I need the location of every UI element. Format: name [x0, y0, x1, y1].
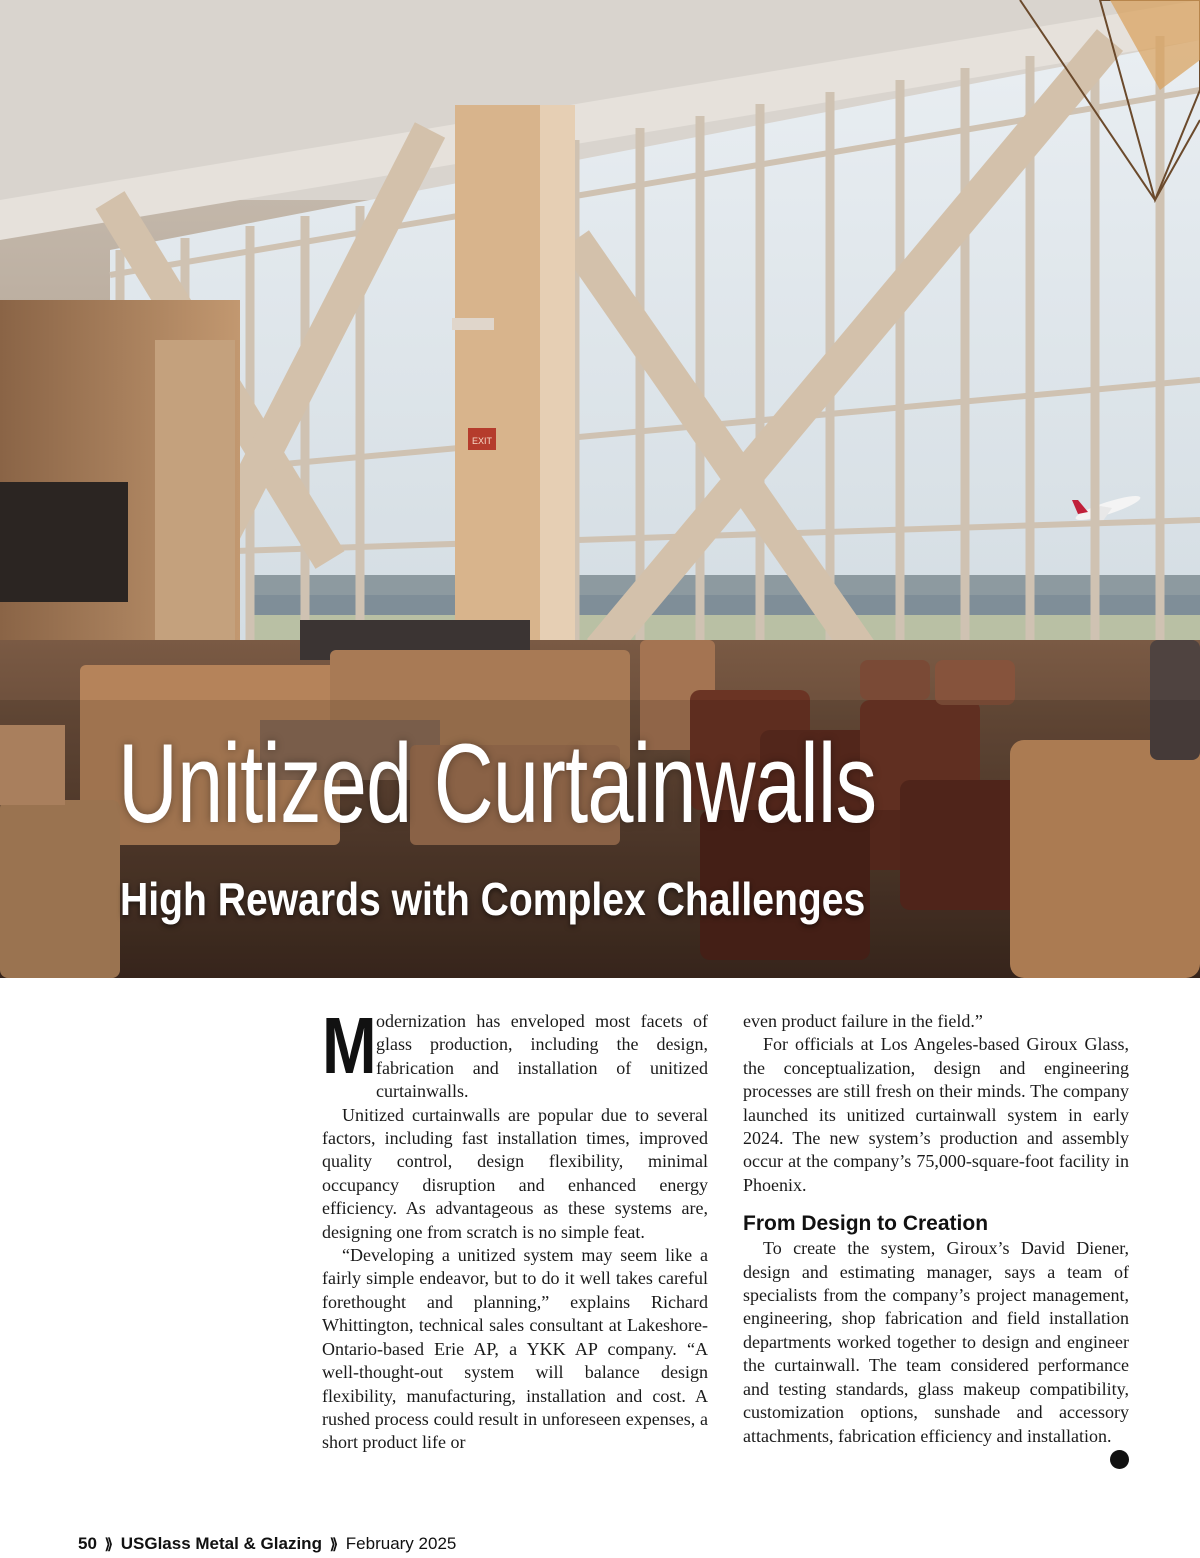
page-number: 50 — [78, 1534, 97, 1553]
issue-date: February 2025 — [345, 1534, 457, 1553]
svg-text:EXIT: EXIT — [471, 436, 493, 446]
publication-name: USGlass Metal & Glazing — [120, 1534, 322, 1553]
article-column-1 — [322, 1001, 708, 1455]
footer-separator: ⟫ — [104, 1536, 113, 1553]
paragraph: Modernization has enveloped most facets of glass production, including the design, fabrication and installation of unitized curtainwalls. — [322, 1001, 708, 1102]
arrow-right-circle-icon[interactable]: ➜ — [1110, 1450, 1129, 1469]
paragraph: even product failure in the field.” — [743, 1011, 983, 1031]
article-subtitle: High Rewards with Complex Challenges — [120, 873, 866, 925]
paragraph: Unitized curtainwalls are popular due to several factors, including fast installation times, improved quality control, design flexibility, minimal occupancy disruption and enhanced energy efficiency. As advantageous as these systems are, designing one from scratch is no simple feat. — [322, 1104, 708, 1242]
exit-sign — [468, 428, 496, 450]
footer-separator: ⟫ — [329, 1536, 339, 1553]
page-footer — [78, 1534, 456, 1555]
article-title: Unitized Curtainwalls — [118, 721, 877, 846]
section-heading: From Design to Creation — [743, 1212, 989, 1236]
paragraph: To create the system, Giroux’s David Diener, design and estimating manager, says a team of specialists from the company’s project management, engineering, shop fabrication and field installation departments worked together to design and engineer the curtainwall. The team considered performance and testing standards, glass makeup compatibility, customization options, sunshade and accessory attachments, fabrication efficiency and installation. ➜ — [743, 1237, 1129, 1448]
paragraph: For officials at Los Angeles-based Giroux Glass, the conceptualization, design and engineering processes are still fresh on their minds. The company launched its unitized curtainwall system in early 2024. The new system’s production and assembly occur at the company’s 75,000-square-foot facility in Phoenix. — [743, 1034, 1129, 1195]
drop-cap: M — [322, 1001, 377, 1090]
paragraph: “Developing a unitized system may seem like a fairly simple endeavor, but to do it well takes careful forethought and planning,” explains Richard Whittington, technical sales consultant at Lakeshore-Ontario-based Erie AP, a YKK AP company. “A well-thought-out system will balance design flexibility, manufacturing, installation and cost. A rushed process could result in unforeseen expenses, a short product life or — [322, 1245, 708, 1453]
article-column-2 — [743, 1010, 1141, 1469]
tv-screen — [0, 482, 128, 602]
